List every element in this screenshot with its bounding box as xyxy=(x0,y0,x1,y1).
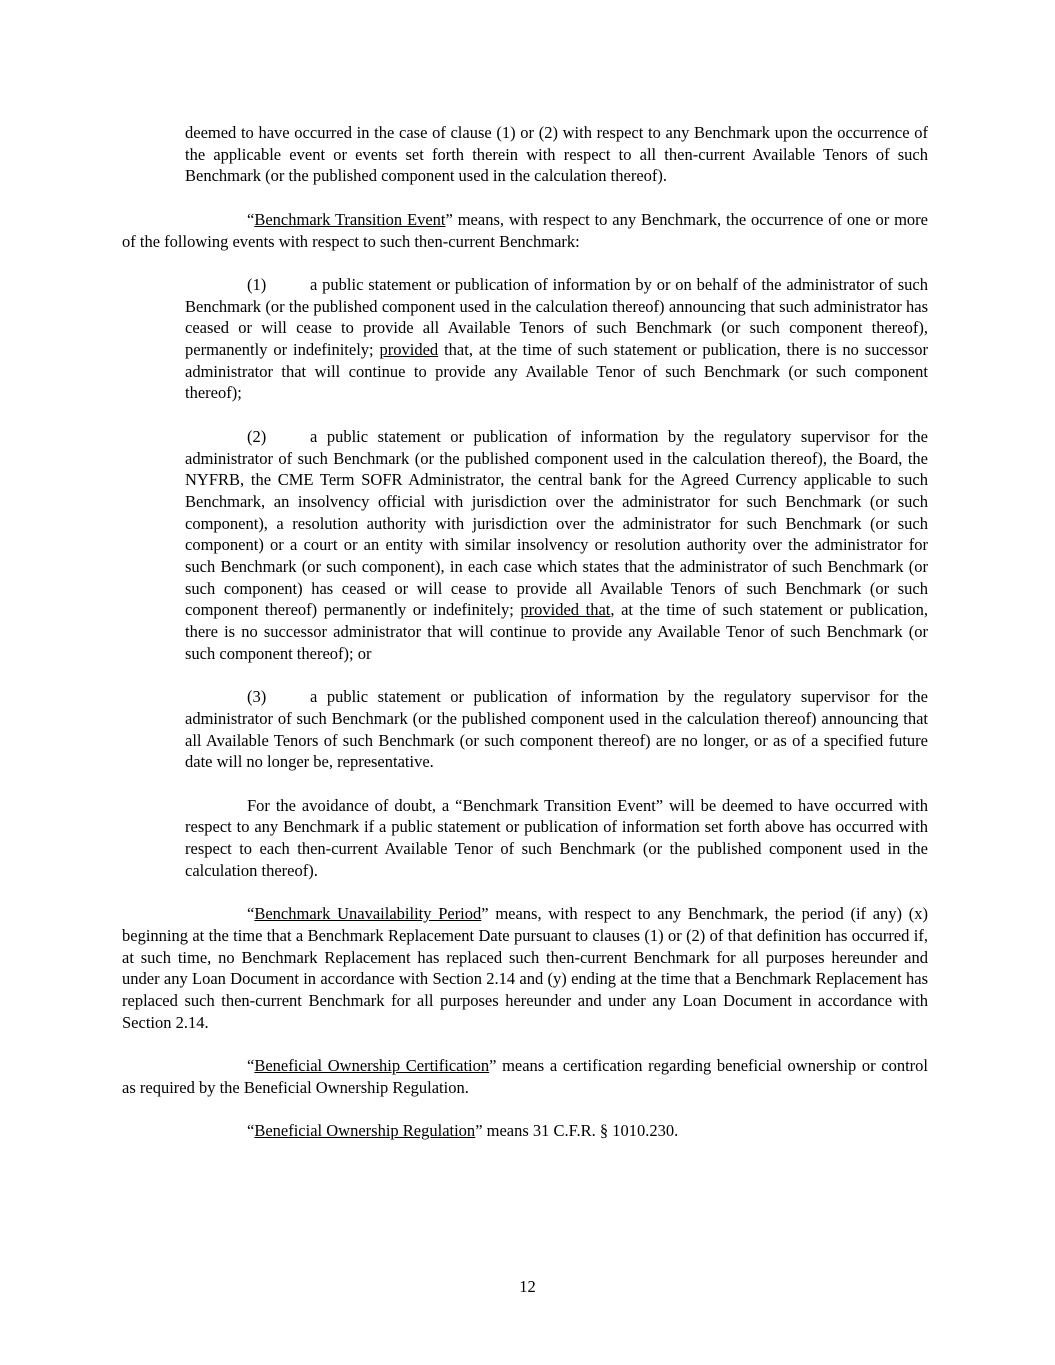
paragraph xyxy=(122,209,928,252)
paragraph xyxy=(185,795,928,882)
text-run: ” means a certification regarding beneficial ownership or control as required by the Beneficial Ownership Regulation. xyxy=(122,1056,928,1097)
text-run: “ xyxy=(247,904,255,924)
paragraph xyxy=(185,686,928,773)
paragraph xyxy=(185,426,928,665)
defined-term: Benchmark Transition Event xyxy=(254,209,446,229)
defined-term: provided xyxy=(379,340,439,359)
text-run: a public statement or publication of information by the regulatory supervisor for the administrator of such Benchmark (or the published component used in the calculation thereof) announcing that all Available Tenors of such Benchmark (or such component thereof) are no longer, or as of a specified future date will no longer be, representative. xyxy=(185,687,928,772)
clause-number: (3) xyxy=(247,687,267,707)
text-run: ” means 31 C.F.R. § 1010.230. xyxy=(475,1121,679,1141)
text-run: a public statement or publication of information by the regulatory supervisor for the administrator of such Benchmark (or the published component used in the calculation thereof), the Board, the NYFRB, the CME Term SOFR Administrator, the central bank for the Agreed Currency applicable to such Benchmark, an insolvency official with jurisdiction over the administrator for such Benchmark (or such component), a resolution authority with jurisdiction over the administrator for such Benchmark (or such component) or a court or an entity with similar insolvency or resolution authority over the administrator for such Benchmark (or such component), in each case which states that the administrator of such Benchmark (or such component) has ceased or will cease to provide all Available Tenors of such Benchmark (or such component thereof) permanently or indefinitely; xyxy=(185,426,928,620)
text-run: ” means, with respect to any Benchmark, the occurrence of one or more of the following events with respect to such then-current Benchmark: xyxy=(122,209,928,251)
defined-term: Benchmark Unavailability Period xyxy=(254,904,482,924)
text-run: “ xyxy=(247,1121,255,1141)
text-run: For the avoidance of doubt, a “Benchmark Transition Event” will be deemed to have occurred with respect to any Benchmark if a public statement or publication of information set forth above has occurred with respect to each then-current Available Tenor of such Benchmark (or the published component used in the calculation thereof). xyxy=(185,795,928,880)
paragraph xyxy=(122,903,928,1033)
text-run: ” means, with respect to any Benchmark, the period (if any) (x) beginning at the time that a Benchmark Replacement Date pursuant to clauses (1) or (2) of that definition has occurred if, at such time, no Benchmark Replacement has replaced such then-current Benchmark for all purposes hereunder and under any Loan Document in accordance with Section 2.14 and (y) ending at the time that a Benchmark Replacement has replaced such then-current Benchmark for all purposes hereunder and under any Loan Document in accordance with Section 2.14. xyxy=(122,904,929,1032)
page-number: 12 xyxy=(519,1277,536,1296)
clause-number: (2) xyxy=(247,426,267,446)
defined-term: provided that xyxy=(520,600,611,620)
paragraph xyxy=(185,274,928,404)
text-run: , at the time of such statement or publication, there is no successor administrator that will continue to provide any Available Tenor of such Benchmark (or such component thereof); or xyxy=(185,600,929,663)
text-run: a public statement or publication of information by or on behalf of the administrator of such Benchmark (or the published component used in the calculation thereof) announcing that such administrator has ceased or will cease to provide all Available Tenors of such Benchmark (or such component thereof), permanently or indefinitely; xyxy=(185,274,928,359)
defined-term: Beneficial Ownership Regulation xyxy=(254,1121,476,1141)
paragraph xyxy=(122,1120,928,1142)
defined-term: Beneficial Ownership Certification xyxy=(254,1056,490,1076)
text-run: that, at the time of such statement or publication, there is no successor administrator that will continue to provide any Available Tenor of such Benchmark (or such component thereof); xyxy=(185,340,929,403)
paragraph xyxy=(185,122,928,187)
clause-number: (1) xyxy=(247,274,267,294)
text-run: “ xyxy=(247,1056,255,1076)
text-run: “ xyxy=(247,209,255,229)
paragraph xyxy=(122,1055,928,1098)
text-run: deemed to have occurred in the case of clause (1) or (2) with respect to any Benchmark upon the occurrence of the applicable event or events set forth therein with respect to all then-current Available Tenors of such Benchmark (or the published component used in the calculation thereof). xyxy=(185,123,928,186)
document-body xyxy=(122,122,928,1164)
